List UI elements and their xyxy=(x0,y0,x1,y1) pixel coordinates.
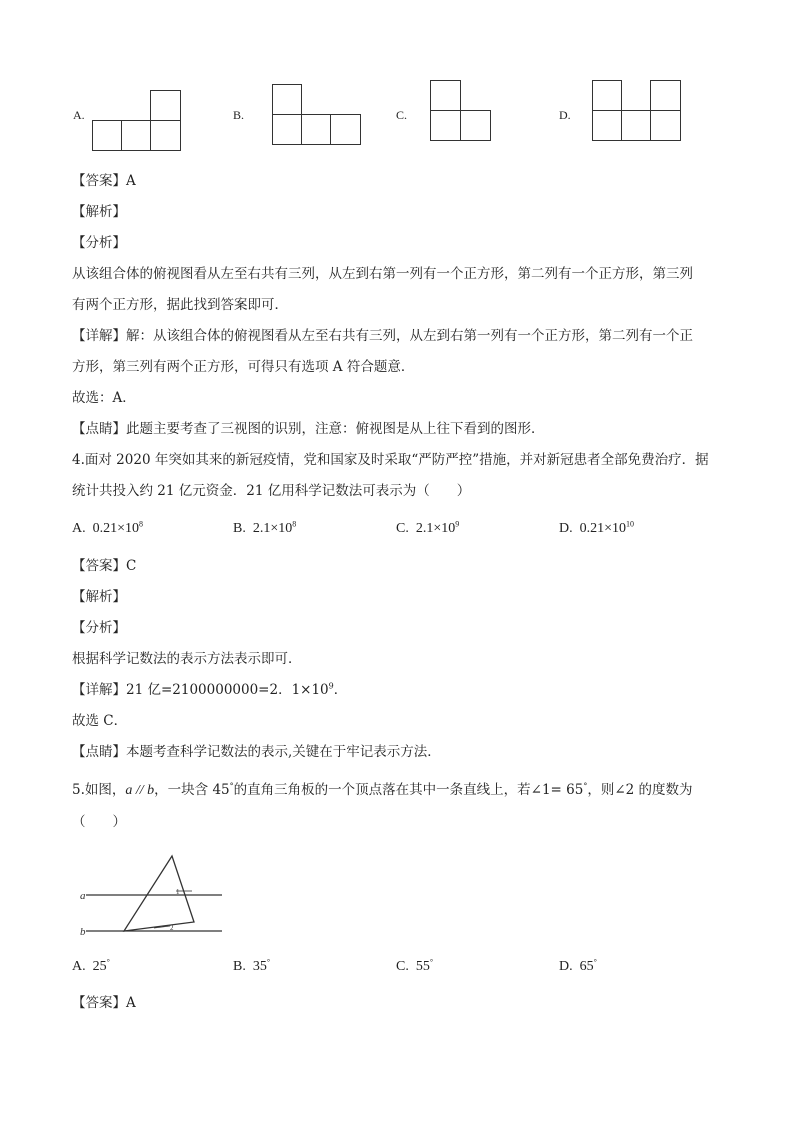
q4-answer: 【答案】C xyxy=(72,558,137,574)
q5-label-angle-2: 2 xyxy=(170,924,174,932)
q5-stem-2: （ ） xyxy=(72,814,126,830)
q3-detail-text-1: 【详解】解：从该组合体的俯视图看从左至右共有三列，从左到右第一列有一个正方形，第二列有一个正 xyxy=(72,328,693,344)
q3-dianjing: 【点睛】此题主要考查了三视图的识别，注意：俯视图是从上往下看到的图形． xyxy=(72,421,545,437)
q4-fenxi-heading: 【分析】 xyxy=(72,620,126,636)
q3-choose: 故选：A． xyxy=(72,390,136,406)
q4-option-a: A. $0.21\times 10^8$ xyxy=(72,519,144,536)
q4-analysis-heading: 【解析】 xyxy=(72,589,126,605)
q3-detail-text-2: 方形，第三列有两个正方形，可得只有选项 A 符合题意． xyxy=(72,359,415,375)
q4-dianjing: 【点睛】本题考查科学记数法的表示,关键在于牢记表示方法． xyxy=(72,744,441,760)
q4-fenxi-text: 根据科学记数法的表示方法表示即可． xyxy=(72,651,302,667)
q3-fenxi-text-2: 有两个正方形，据此找到答案即可． xyxy=(72,297,288,313)
q3-analysis-heading: 【解析】 xyxy=(72,204,126,220)
q4-choose: 故选 C． xyxy=(72,713,128,729)
q5-option-c: C. 55° xyxy=(396,957,434,974)
q5-label-b: b xyxy=(80,926,86,938)
q4-option-c: C. $2.1\times 10^9$ xyxy=(396,519,460,536)
q5-answer: 【答案】A xyxy=(72,995,136,1011)
q3-option-d-label: D. xyxy=(559,108,571,122)
q3-option-b-label: B. xyxy=(233,108,245,122)
q4-stem-2: 统计共投入约 21 亿元资金．21 亿用科学记数法可表示为（ ） xyxy=(72,483,471,499)
q4-option-b: B. $2.1\times 10^8$ xyxy=(233,519,297,536)
q4-detail: 【详解】21 亿=2100000000=2．$1\times 10^9$． xyxy=(72,681,348,698)
q5-option-d: D. 65° xyxy=(559,957,597,974)
q3-option-b-figure xyxy=(272,84,362,146)
q4-stem-1: 4.面对 2020 年突如其来的新冠疫情，党和国家及时采取“严防严控”措施，并对新冠患者全部免费治疗．据 xyxy=(72,452,709,468)
q3-option-c-label: C. xyxy=(396,108,408,122)
q5-figure xyxy=(72,848,232,944)
q4-option-d: D. $0.21\times 10^{10}$ xyxy=(559,519,635,536)
q3-fenxi-heading: 【分析】 xyxy=(72,235,126,251)
q3-option-c-figure xyxy=(430,80,492,142)
q3-option-a-label: A. xyxy=(73,108,85,122)
q5-stem-1: 5.如图，a // b，一块含 45°的直角三角板的一个顶点落在其中一条直线上，若∠1= 65°，则∠2 的度数为 xyxy=(72,781,693,798)
q5-label-a: a xyxy=(80,890,86,902)
q3-option-a-figure xyxy=(92,89,182,151)
q3-fenxi-text-1: 从该组合体的俯视图看从左至右共有三列，从左到右第一列有一个正方形，第二列有一个正方形，第三列 xyxy=(72,266,693,282)
q5-option-a: A. 25° xyxy=(72,957,110,974)
q5-label-angle-1: 1 xyxy=(176,888,180,896)
q3-option-d-figure xyxy=(592,80,682,142)
q5-option-b: B. 35° xyxy=(233,957,271,974)
q3-answer: 【答案】A xyxy=(72,173,136,189)
